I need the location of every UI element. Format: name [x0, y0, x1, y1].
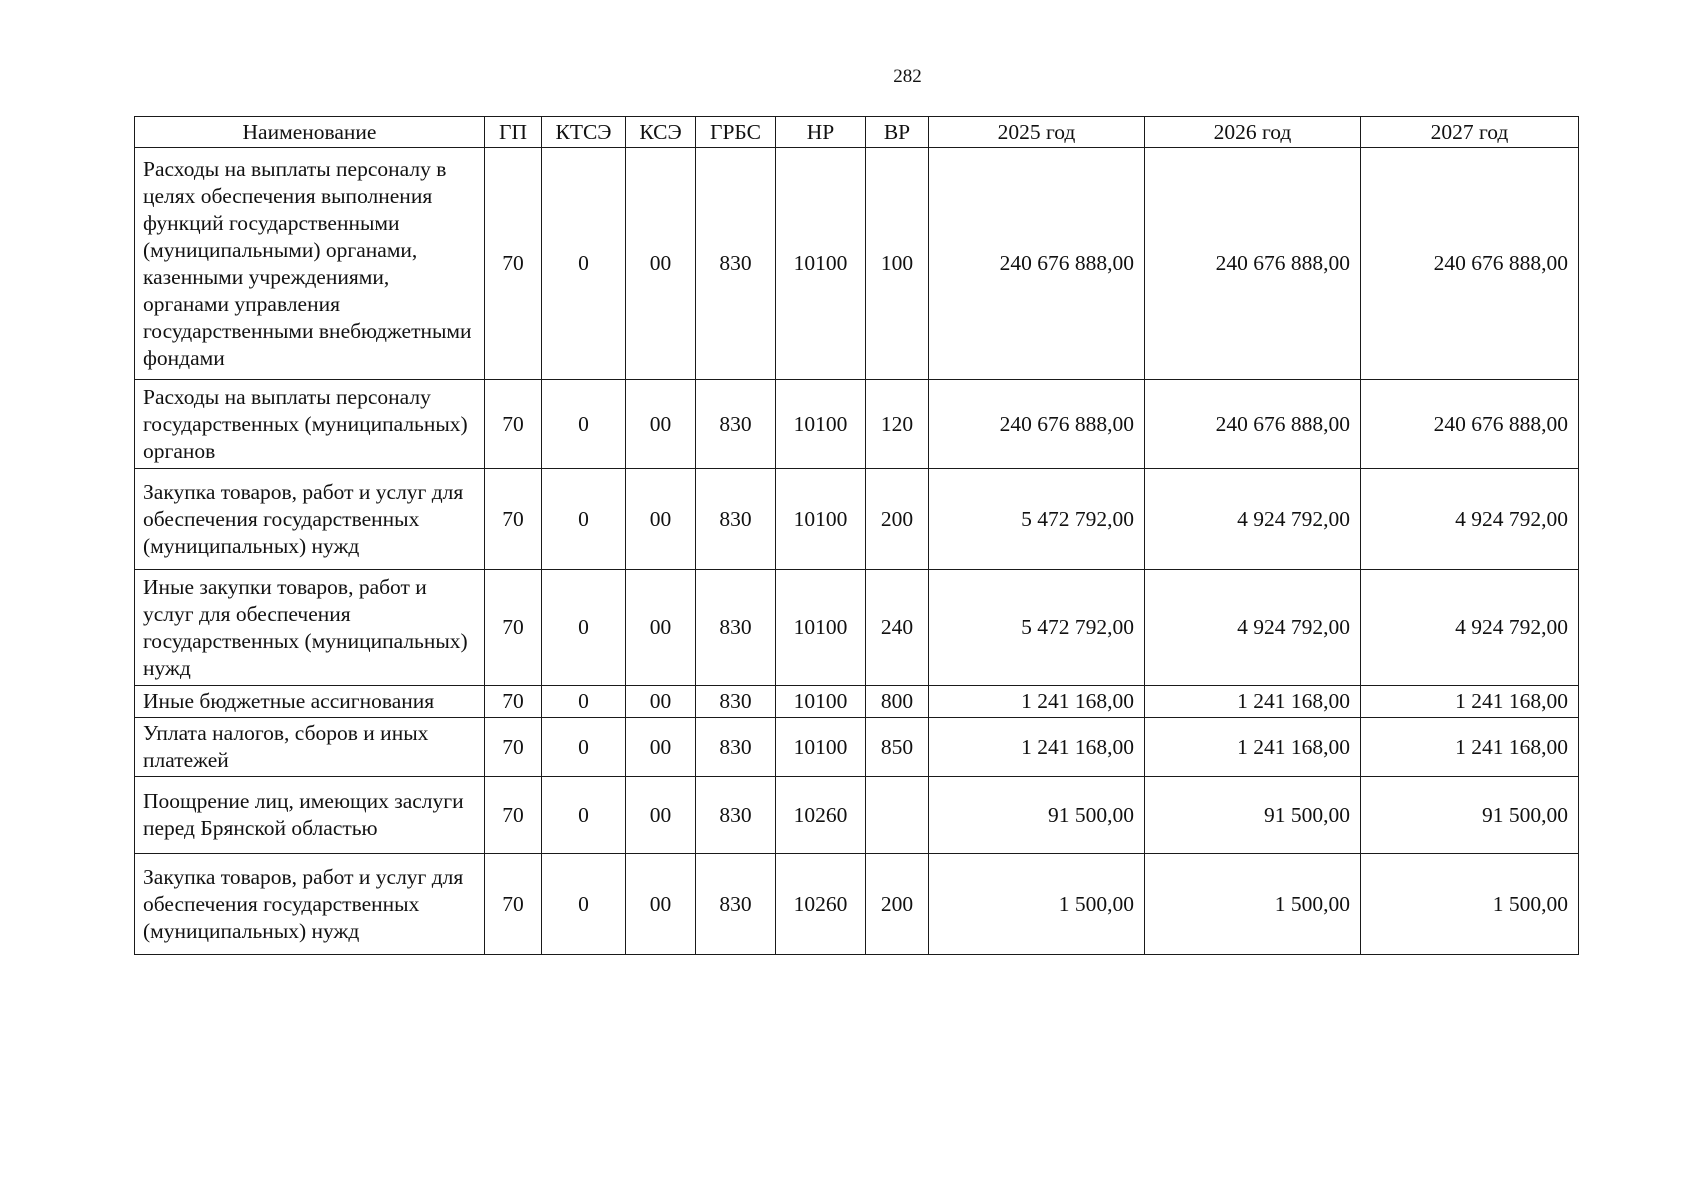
- cell-2026: 1 241 168,00: [1145, 686, 1361, 718]
- cell-2027: 1 241 168,00: [1361, 686, 1579, 718]
- cell-name: Уплата налогов, сборов и иных платежей: [135, 718, 485, 777]
- cell-gp: 70: [485, 570, 542, 686]
- cell-2025: 1 241 168,00: [929, 718, 1145, 777]
- cell-ktse: 0: [542, 854, 626, 955]
- table-body: [135, 148, 1579, 955]
- cell-name: Закупка товаров, работ и услуг для обеспечения государственных (муниципальных) нужд: [135, 854, 485, 955]
- table-row: [135, 380, 1579, 469]
- cell-2026: 1 241 168,00: [1145, 718, 1361, 777]
- cell-grbs: 830: [696, 148, 776, 380]
- table-row: [135, 777, 1579, 854]
- cell-ktse: 0: [542, 380, 626, 469]
- cell-ktse: 0: [542, 469, 626, 570]
- cell-nr: 10260: [776, 777, 866, 854]
- cell-kse: 00: [626, 777, 696, 854]
- cell-name: Расходы на выплаты персоналу в целях обеспечения выполнения функций государственными (муниципальными) органами, казенными учреждениями, органами управления государственными внебюджетными фондами: [135, 148, 485, 380]
- cell-nr: 10100: [776, 380, 866, 469]
- cell-grbs: 830: [696, 718, 776, 777]
- cell-vr: 800: [866, 686, 929, 718]
- cell-2026: 4 924 792,00: [1145, 570, 1361, 686]
- cell-name: Поощрение лиц, имеющих заслуги перед Брянской областью: [135, 777, 485, 854]
- header-kse: КСЭ: [626, 117, 696, 148]
- cell-vr: 100: [866, 148, 929, 380]
- cell-vr: 200: [866, 854, 929, 955]
- header-gp: ГП: [485, 117, 542, 148]
- cell-2027: 1 241 168,00: [1361, 718, 1579, 777]
- cell-grbs: 830: [696, 777, 776, 854]
- cell-kse: 00: [626, 718, 696, 777]
- cell-2027: 240 676 888,00: [1361, 380, 1579, 469]
- cell-2027: 1 500,00: [1361, 854, 1579, 955]
- cell-2027: 240 676 888,00: [1361, 148, 1579, 380]
- cell-kse: 00: [626, 148, 696, 380]
- cell-name: Расходы на выплаты персоналу государственных (муниципальных) органов: [135, 380, 485, 469]
- cell-2026: 91 500,00: [1145, 777, 1361, 854]
- cell-grbs: 830: [696, 380, 776, 469]
- budget-table: [134, 116, 1579, 955]
- cell-gp: 70: [485, 148, 542, 380]
- cell-2025: 240 676 888,00: [929, 148, 1145, 380]
- cell-grbs: 830: [696, 469, 776, 570]
- table-row: [135, 718, 1579, 777]
- cell-gp: 70: [485, 718, 542, 777]
- cell-grbs: 830: [696, 570, 776, 686]
- header-2027: 2027 год: [1361, 117, 1579, 148]
- cell-ktse: 0: [542, 570, 626, 686]
- cell-nr: 10100: [776, 148, 866, 380]
- cell-kse: 00: [626, 380, 696, 469]
- cell-ktse: 0: [542, 777, 626, 854]
- cell-nr: 10260: [776, 854, 866, 955]
- cell-2025: 1 500,00: [929, 854, 1145, 955]
- cell-name: Закупка товаров, работ и услуг для обеспечения государственных (муниципальных) нужд: [135, 469, 485, 570]
- cell-ktse: 0: [542, 148, 626, 380]
- cell-2027: 91 500,00: [1361, 777, 1579, 854]
- cell-nr: 10100: [776, 718, 866, 777]
- cell-vr: 850: [866, 718, 929, 777]
- cell-2025: 91 500,00: [929, 777, 1145, 854]
- cell-grbs: 830: [696, 686, 776, 718]
- cell-2025: 5 472 792,00: [929, 469, 1145, 570]
- cell-gp: 70: [485, 854, 542, 955]
- cell-name: Иные бюджетные ассигнования: [135, 686, 485, 718]
- header-2026: 2026 год: [1145, 117, 1361, 148]
- table-row: [135, 686, 1579, 718]
- cell-name: Иные закупки товаров, работ и услуг для обеспечения государственных (муниципальных) нужд: [135, 570, 485, 686]
- header-nr: НР: [776, 117, 866, 148]
- cell-nr: 10100: [776, 686, 866, 718]
- cell-nr: 10100: [776, 469, 866, 570]
- cell-2027: 4 924 792,00: [1361, 469, 1579, 570]
- cell-kse: 00: [626, 686, 696, 718]
- table-row: [135, 854, 1579, 955]
- cell-2025: 5 472 792,00: [929, 570, 1145, 686]
- cell-kse: 00: [626, 854, 696, 955]
- header-name: Наименование: [135, 117, 485, 148]
- page-number: 282: [893, 66, 922, 87]
- cell-2026: 240 676 888,00: [1145, 380, 1361, 469]
- cell-nr: 10100: [776, 570, 866, 686]
- cell-ktse: 0: [542, 686, 626, 718]
- cell-vr: 240: [866, 570, 929, 686]
- cell-kse: 00: [626, 570, 696, 686]
- header-grbs: ГРБС: [696, 117, 776, 148]
- header-2025: 2025 год: [929, 117, 1145, 148]
- cell-grbs: 830: [696, 854, 776, 955]
- table-row: [135, 469, 1579, 570]
- cell-vr: 120: [866, 380, 929, 469]
- cell-2027: 4 924 792,00: [1361, 570, 1579, 686]
- table-header-row: [135, 117, 1579, 148]
- cell-gp: 70: [485, 469, 542, 570]
- cell-ktse: 0: [542, 718, 626, 777]
- cell-2026: 240 676 888,00: [1145, 148, 1361, 380]
- cell-gp: 70: [485, 686, 542, 718]
- cell-vr: 200: [866, 469, 929, 570]
- cell-2025: 240 676 888,00: [929, 380, 1145, 469]
- cell-gp: 70: [485, 380, 542, 469]
- cell-2026: 4 924 792,00: [1145, 469, 1361, 570]
- table-row: [135, 148, 1579, 380]
- cell-vr: [866, 777, 929, 854]
- header-ktse: КТСЭ: [542, 117, 626, 148]
- cell-2026: 1 500,00: [1145, 854, 1361, 955]
- table-row: [135, 570, 1579, 686]
- cell-gp: 70: [485, 777, 542, 854]
- header-vr: ВР: [866, 117, 929, 148]
- cell-kse: 00: [626, 469, 696, 570]
- cell-2025: 1 241 168,00: [929, 686, 1145, 718]
